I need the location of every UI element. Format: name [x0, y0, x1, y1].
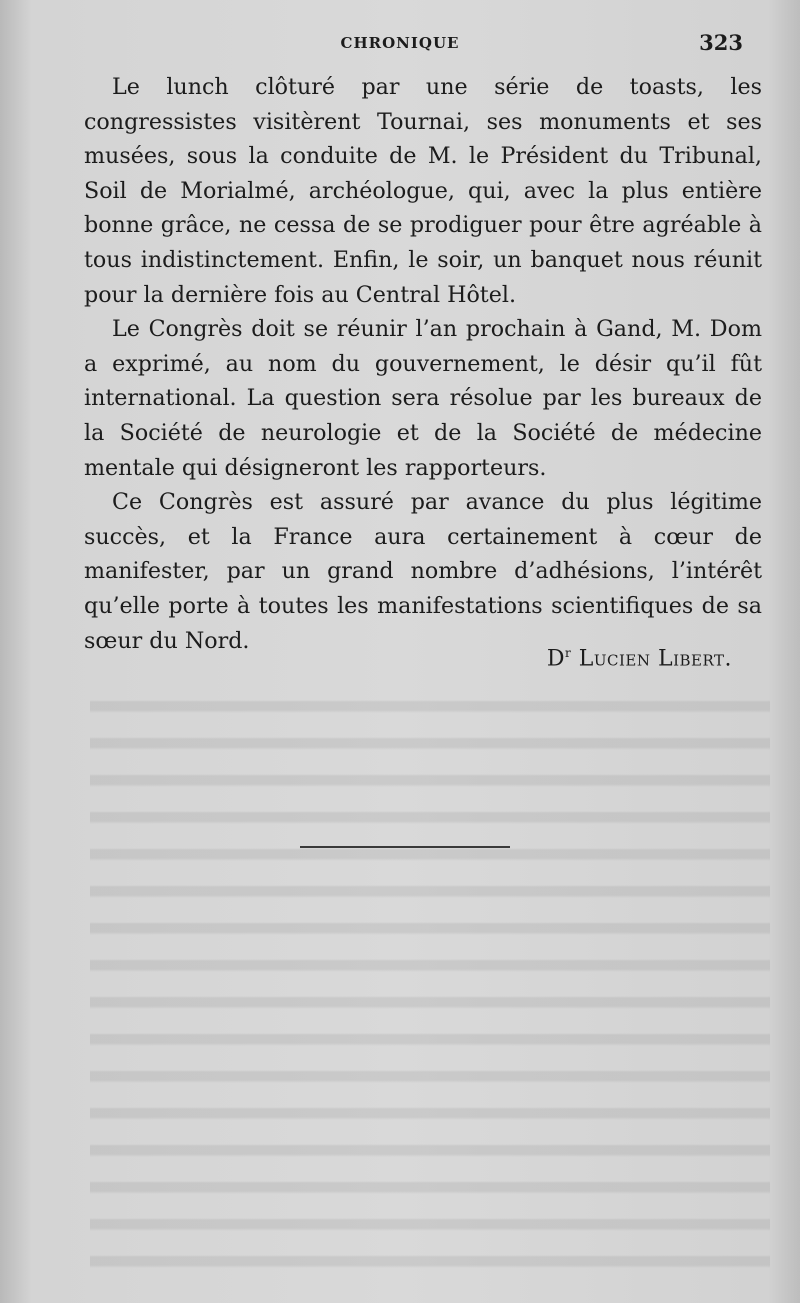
paragraph: Le Congrès doit se réunir l’an prochain à Gand, M. Dom a exprimé, au nom du gouvernement, le désir qu’il fût international. La question sera résolue par les bureaux de la Société de neurologie et de la Société de médecine mentale qui désigneront les rapporteurs. — [84, 316, 762, 481]
paragraph: Ce Congrès est assuré par avance du plus légitime succès, et la France aura certainement à cœur de manifester, par un grand nombre d’adhésions, l’intérêt qu’elle porte à toutes les manifestations scientifiques de sa sœur du Nord. — [84, 489, 762, 654]
author-signature — [547, 646, 732, 671]
page-header — [0, 30, 800, 60]
article-body — [84, 70, 762, 658]
signature-name: Lucien Libert. — [578, 646, 732, 672]
signature-title: D — [546, 646, 565, 672]
page-number: 323 — [699, 30, 743, 55]
signature-title-sup: r — [564, 646, 572, 660]
running-head: CHRONIQUE — [340, 34, 460, 52]
paragraph: Le lunch clôturé par une série de toasts, les congressistes visitèrent Tournai, ses monuments et ses musées, sous la conduite de M. le Président du Tribunal, Soil de Morialmé, archéologue, qui, avec la plus entière bonne grâce, ne cessa de se prodiguer pour être agréable à tous indistinctement. Enfin, le soir, un banquet nous réunit pour la dernière fois au Central Hôtel. — [84, 74, 762, 308]
show-through-area — [90, 680, 770, 1280]
show-through-rule — [300, 846, 510, 848]
